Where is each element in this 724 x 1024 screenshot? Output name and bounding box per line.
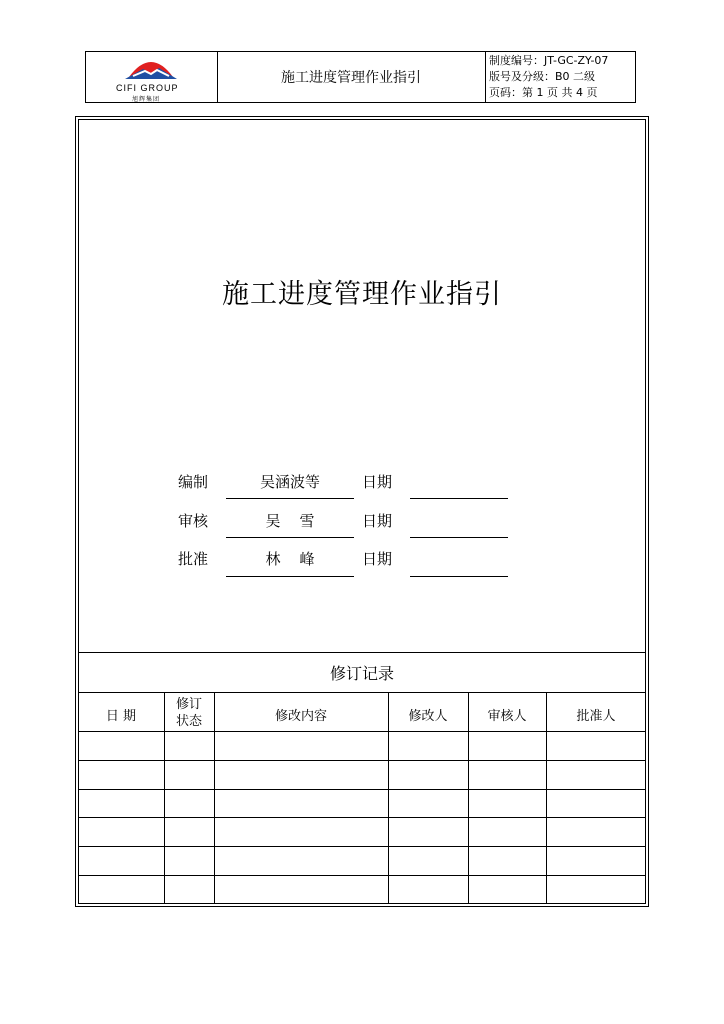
- cover-title: 施工进度管理作业指引: [222, 279, 502, 310]
- compiled-value: 吴涵波等: [259, 473, 320, 491]
- logo-cell: [86, 52, 218, 102]
- col-header-status: [164, 696, 214, 730]
- reviewed-label: 审核: [178, 512, 209, 530]
- col-header-reviewer: 审核人: [487, 709, 527, 724]
- table-row: [78, 760, 646, 761]
- reviewed-date-label: 日期: [362, 512, 393, 530]
- compiled-label: 编制: [178, 473, 209, 491]
- cifi-logo-icon: [123, 55, 179, 83]
- header-meta: [486, 52, 636, 102]
- table-row: [78, 731, 646, 732]
- col-header-content: 修改内容: [274, 709, 327, 724]
- doc-version: 版号及分级：B0 二级: [489, 70, 596, 83]
- approved-date-underline: [410, 576, 508, 577]
- doc-number: 制度编号：JT-GC-ZY-07: [489, 54, 609, 67]
- table-row: [78, 789, 646, 790]
- revision-title: 修订记录: [329, 664, 394, 683]
- col-header-status-line1: 修订: [175, 697, 202, 712]
- table-row: [78, 875, 646, 876]
- header-doc-title: 施工进度管理作业指引: [217, 52, 486, 102]
- document-header: [85, 51, 636, 103]
- approved-value: 林 峰: [265, 550, 315, 568]
- col-header-status-line2: 状态: [175, 714, 202, 729]
- approved-date-label: 日期: [362, 550, 393, 568]
- approved-label: 批准: [178, 550, 209, 568]
- table-row: [78, 817, 646, 818]
- approved-underline: [226, 576, 354, 577]
- col-header-approver: 批准人: [576, 709, 616, 724]
- compiled-date-underline: [410, 498, 508, 499]
- col-header-date: 日 期: [105, 709, 137, 724]
- logo-brand-text: CIFI GROUP: [116, 83, 179, 93]
- cover-divider: [78, 652, 646, 653]
- page-number: 页码：第 1 页 共 4 页: [489, 86, 598, 99]
- reviewed-date-underline: [410, 537, 508, 538]
- col-header-modifier: 修改人: [408, 709, 448, 724]
- reviewed-underline: [226, 537, 354, 538]
- reviewed-value: 吴 雪: [265, 512, 315, 530]
- logo-brand-cn: 旭辉集团: [132, 96, 161, 103]
- compiled-date-label: 日期: [362, 473, 393, 491]
- compiled-underline: [226, 498, 354, 499]
- table-row: [78, 846, 646, 847]
